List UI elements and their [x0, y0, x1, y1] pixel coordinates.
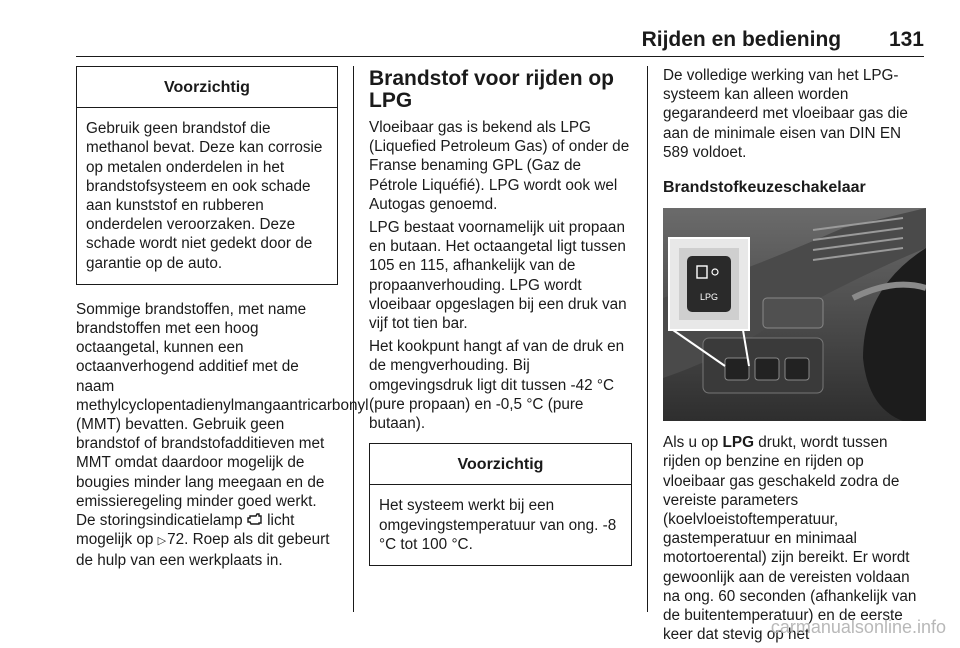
fuel-selector-heading: Brandstofkeuzeschakelaar: [663, 179, 866, 197]
caution-title: Voorzichtig: [77, 67, 337, 108]
caution-body: Gebruik geen brandstof die methanol bevat. Deze kan corrosie op metalen onderdelen in het brandstofsysteem en ook schade aan kunststof en rubberen onderdelen veroorzaken. Deze schade wordt niet gedekt door de garantie op de auto.: [86, 120, 323, 272]
lpg-system-paragraph: De volledige werking van het LPG-systeem kan alleen worden gegarandeerd met vloeibaar gas die aan de minimale eisen van DIN EN 589 voldoet.: [663, 67, 908, 161]
lpg-switch-paragraph: Als u op LPG drukt, wordt tussen rijden op benzine en rijden op vloeibaar gas geschakeld zodra de vereiste parameters (koelvloeistoftemperatuur, gastemperatuur en minimaal motortoerental) zijn bereikt. Er wordt gewoonlijk aan de vereisten voldaan na ong. 60 seconden (afhankelijk van de buitentemperatuur) en de eerste keer dat stevig op het: [663, 434, 917, 644]
column-divider-2: [647, 66, 648, 612]
mmt-text-3: . Roep als dit gebeurt de hulp van een werkplaats in.: [76, 531, 330, 570]
page-reference-link[interactable]: 72: [167, 531, 185, 549]
mmt-text-1: Sommige brandstoffen, met name brandstoffen met een hoog octaangetal, kunnen een octaanverhogend additief met de naam methylcyclopentadienylmangaantricarbonyl (MMT) bevatten. Gebruik geen brandstof of brandstofadditieven met MMT omdat daardoor mogelijk de bougies minder lang meegaan en de emissieregeling minder goed werkt. De storingsindicatielamp: [76, 300, 369, 530]
caution-title: Voorzichtig: [370, 444, 631, 485]
column-2: [369, 66, 632, 566]
column-3: [663, 66, 926, 648]
lpg-paragraph-2: LPG bestaat voornamelijk uit propaan en butaan. Het octaangetal ligt tussen 105 en 115, afhankelijk van de propaanverhouding. LPG wordt vloeibaar opgeslagen bij een druk van vijf tot tien bar.: [369, 219, 627, 333]
lpg-button-name: LPG: [722, 434, 754, 452]
column-1: [76, 66, 369, 575]
page-header: [0, 28, 924, 52]
engine-warning-icon: [247, 512, 263, 526]
caution-box-temperature: [369, 443, 632, 566]
column-divider-1: [353, 66, 354, 612]
lpg-paragraph-1: Vloeibaar gas is bekend als LPG (Liquefied Petroleum Gas) of onder de Franse benaming GPL (Gaz de Pétrole Liquéfié). LPG wordt ook wel Autogas genoemd.: [369, 119, 630, 213]
lpg-fuel-heading: Brandstof voor rijden op LPG: [369, 67, 615, 112]
watermark: carmanualsonline.info: [770, 617, 946, 637]
page-reference-arrow-icon: ▷: [157, 535, 167, 548]
header-rule: [76, 56, 924, 57]
mmt-text-2: licht mogelijk op: [76, 512, 295, 549]
caution-body: Het systeem werkt bij een omgevingstemperatuur van ong. -8 °C tot 100 °C.: [379, 497, 617, 553]
lpg-paragraph-3: Het kookpunt hangt af van de druk en de mengverhouding. Bij omgevingsdruk ligt dit tussen -42 °C (pure propaan) en -0,5 °C (pure butaan).: [369, 338, 625, 433]
mmt-paragraph: [76, 300, 369, 571]
page-number: 131: [888, 28, 924, 51]
lpg-switch-label: LPG: [699, 292, 719, 303]
section-title: Rijden en bediening: [641, 28, 842, 51]
fuel-selector-figure: [663, 208, 926, 421]
caution-box-methanol: [76, 66, 338, 285]
